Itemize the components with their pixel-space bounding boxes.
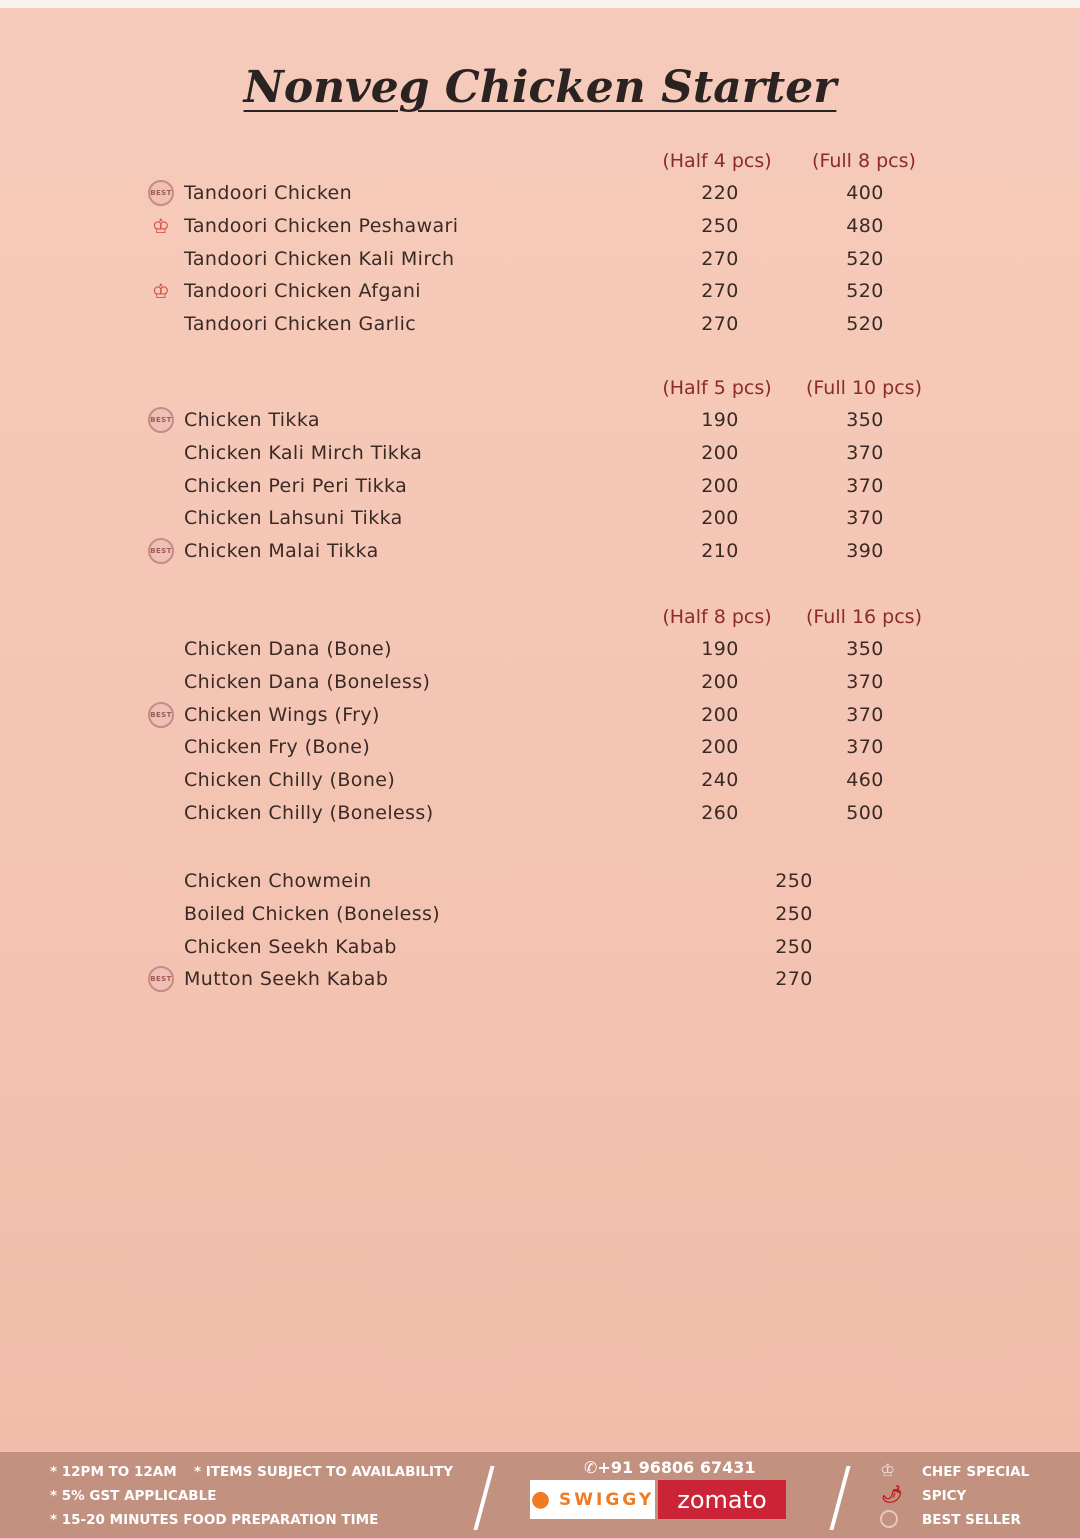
legend-best-seller: BEST SELLER bbox=[922, 1512, 1021, 1528]
full-price: 370 bbox=[846, 474, 884, 497]
full-price: 390 bbox=[846, 540, 884, 563]
menu-item bbox=[0, 313, 1080, 346]
item-name: Tandoori Chicken Afgani bbox=[184, 280, 421, 303]
swiggy-button[interactable]: ● SWIGGY bbox=[530, 1480, 655, 1519]
item-name: Chicken Lahsuni Tikka bbox=[184, 507, 403, 530]
item-name: Chicken Seekh Kabab bbox=[184, 935, 397, 958]
item-name: Chicken Wings (Fry) bbox=[184, 703, 380, 726]
full-price: 370 bbox=[846, 736, 884, 759]
item-name: Chicken Peri Peri Tikka bbox=[184, 474, 408, 497]
legend-chef-special: CHEF SPECIAL bbox=[922, 1464, 1030, 1480]
item-name: Tandoori Chicken Kali Mirch bbox=[184, 247, 455, 270]
price-header bbox=[0, 377, 1080, 409]
item-name: Chicken Chilly (Bone) bbox=[184, 769, 396, 792]
price: 250 bbox=[775, 870, 813, 892]
best-seller-icon: BEST bbox=[148, 966, 174, 992]
menu-item bbox=[0, 280, 1080, 313]
menu-item bbox=[0, 248, 1080, 281]
half-price: 200 bbox=[701, 507, 739, 530]
phone-icon: ✆ bbox=[584, 1458, 598, 1477]
half-header: (Half 4 pcs) bbox=[662, 150, 772, 172]
menu-item bbox=[0, 409, 1080, 442]
half-price: 270 bbox=[701, 280, 739, 303]
half-price: 200 bbox=[701, 441, 739, 464]
full-price: 370 bbox=[846, 441, 884, 464]
price: 250 bbox=[775, 935, 813, 958]
full-price: 370 bbox=[846, 703, 884, 726]
full-price: 350 bbox=[846, 409, 884, 431]
item-name: Mutton Seekh Kabab bbox=[184, 968, 389, 991]
zomato-button[interactable]: zomato bbox=[658, 1480, 786, 1519]
item-name: Chicken Tikka bbox=[184, 409, 320, 431]
chef-hat-icon: ♔ bbox=[151, 213, 171, 238]
full-price: 500 bbox=[846, 801, 884, 824]
full-price: 460 bbox=[846, 769, 884, 792]
menu-item bbox=[0, 671, 1080, 704]
best-seller-icon bbox=[880, 1510, 898, 1528]
half-header: (Half 5 pcs) bbox=[662, 377, 772, 399]
best-seller-icon: BEST bbox=[148, 407, 174, 433]
menu-item bbox=[0, 540, 1080, 573]
half-price: 250 bbox=[701, 214, 739, 237]
divider bbox=[473, 1466, 494, 1530]
full-price: 520 bbox=[846, 247, 884, 270]
half-price: 200 bbox=[701, 736, 739, 759]
full-price: 370 bbox=[846, 670, 884, 693]
menu-item bbox=[0, 903, 1080, 936]
item-name: Chicken Chowmein bbox=[184, 870, 372, 892]
availability-note: * ITEMS SUBJECT TO AVAILABILITY bbox=[194, 1464, 453, 1480]
price-header bbox=[0, 150, 1080, 182]
menu-item bbox=[0, 802, 1080, 835]
item-name: Chicken Chilly (Boneless) bbox=[184, 801, 434, 824]
full-price: 370 bbox=[846, 507, 884, 530]
menu-section bbox=[0, 606, 1080, 835]
item-name: Tandoori Chicken bbox=[184, 182, 353, 204]
menu-item bbox=[0, 736, 1080, 769]
menu-item bbox=[0, 870, 1080, 903]
half-price: 200 bbox=[701, 670, 739, 693]
chef-hat-icon: ♔ bbox=[880, 1461, 896, 1481]
hours-note: * 12PM TO 12AM bbox=[50, 1464, 177, 1480]
full-header: (Full 8 pcs) bbox=[812, 150, 916, 172]
best-seller-icon: BEST bbox=[148, 702, 174, 728]
item-name: Tandoori Chicken Garlic bbox=[184, 313, 417, 336]
menu-section bbox=[0, 377, 1080, 573]
menu-item bbox=[0, 936, 1080, 969]
divider bbox=[829, 1466, 850, 1530]
menu-item bbox=[0, 182, 1080, 215]
menu-item bbox=[0, 442, 1080, 475]
half-price: 210 bbox=[701, 540, 739, 563]
full-header: (Full 10 pcs) bbox=[806, 377, 922, 399]
half-price: 200 bbox=[701, 474, 739, 497]
best-seller-icon: BEST bbox=[148, 538, 174, 564]
half-price: 190 bbox=[701, 638, 739, 660]
prep-note: * 15-20 MINUTES FOOD PREPARATION TIME bbox=[50, 1512, 379, 1528]
full-price: 520 bbox=[846, 280, 884, 303]
swiggy-logo-icon: ● bbox=[530, 1487, 554, 1512]
full-price: 480 bbox=[846, 214, 884, 237]
best-seller-icon: BEST bbox=[148, 180, 174, 206]
half-price: 270 bbox=[701, 313, 739, 336]
half-price: 200 bbox=[701, 703, 739, 726]
menu-item bbox=[0, 769, 1080, 802]
menu-item bbox=[0, 475, 1080, 508]
menu-item bbox=[0, 638, 1080, 671]
chef-hat-icon: ♔ bbox=[151, 279, 171, 304]
phone-number[interactable]: ✆+91 96806 67431 bbox=[584, 1458, 756, 1477]
top-border bbox=[0, 0, 1080, 8]
item-name: Chicken Malai Tikka bbox=[184, 540, 379, 563]
gst-note: * 5% GST APPLICABLE bbox=[50, 1488, 217, 1504]
menu-item bbox=[0, 968, 1080, 1001]
legend-spicy: SPICY bbox=[922, 1488, 967, 1504]
chili-icon: 🌶 bbox=[881, 1485, 903, 1505]
menu-section bbox=[0, 150, 1080, 346]
footer bbox=[0, 1452, 1080, 1538]
menu-item bbox=[0, 704, 1080, 737]
full-price: 400 bbox=[846, 182, 884, 204]
item-name: Boiled Chicken (Boneless) bbox=[184, 902, 441, 925]
price-header bbox=[0, 606, 1080, 638]
full-header: (Full 16 pcs) bbox=[806, 606, 922, 628]
full-price: 520 bbox=[846, 313, 884, 336]
half-price: 220 bbox=[701, 182, 739, 204]
item-name: Chicken Fry (Bone) bbox=[184, 736, 371, 759]
full-price: 350 bbox=[846, 638, 884, 660]
price: 250 bbox=[775, 902, 813, 925]
item-name: Tandoori Chicken Peshawari bbox=[184, 214, 459, 237]
page-title: Nonveg Chicken Starter bbox=[243, 62, 837, 113]
half-header: (Half 8 pcs) bbox=[662, 606, 772, 628]
menu-section-single bbox=[0, 870, 1080, 1001]
item-name: Chicken Kali Mirch Tikka bbox=[184, 441, 423, 464]
half-price: 190 bbox=[701, 409, 739, 431]
half-price: 270 bbox=[701, 247, 739, 270]
item-name: Chicken Dana (Boneless) bbox=[184, 670, 431, 693]
item-name: Chicken Dana (Bone) bbox=[184, 638, 392, 660]
half-price: 260 bbox=[701, 801, 739, 824]
menu-item bbox=[0, 507, 1080, 540]
half-price: 240 bbox=[701, 769, 739, 792]
price: 270 bbox=[775, 968, 813, 991]
menu-item bbox=[0, 215, 1080, 248]
